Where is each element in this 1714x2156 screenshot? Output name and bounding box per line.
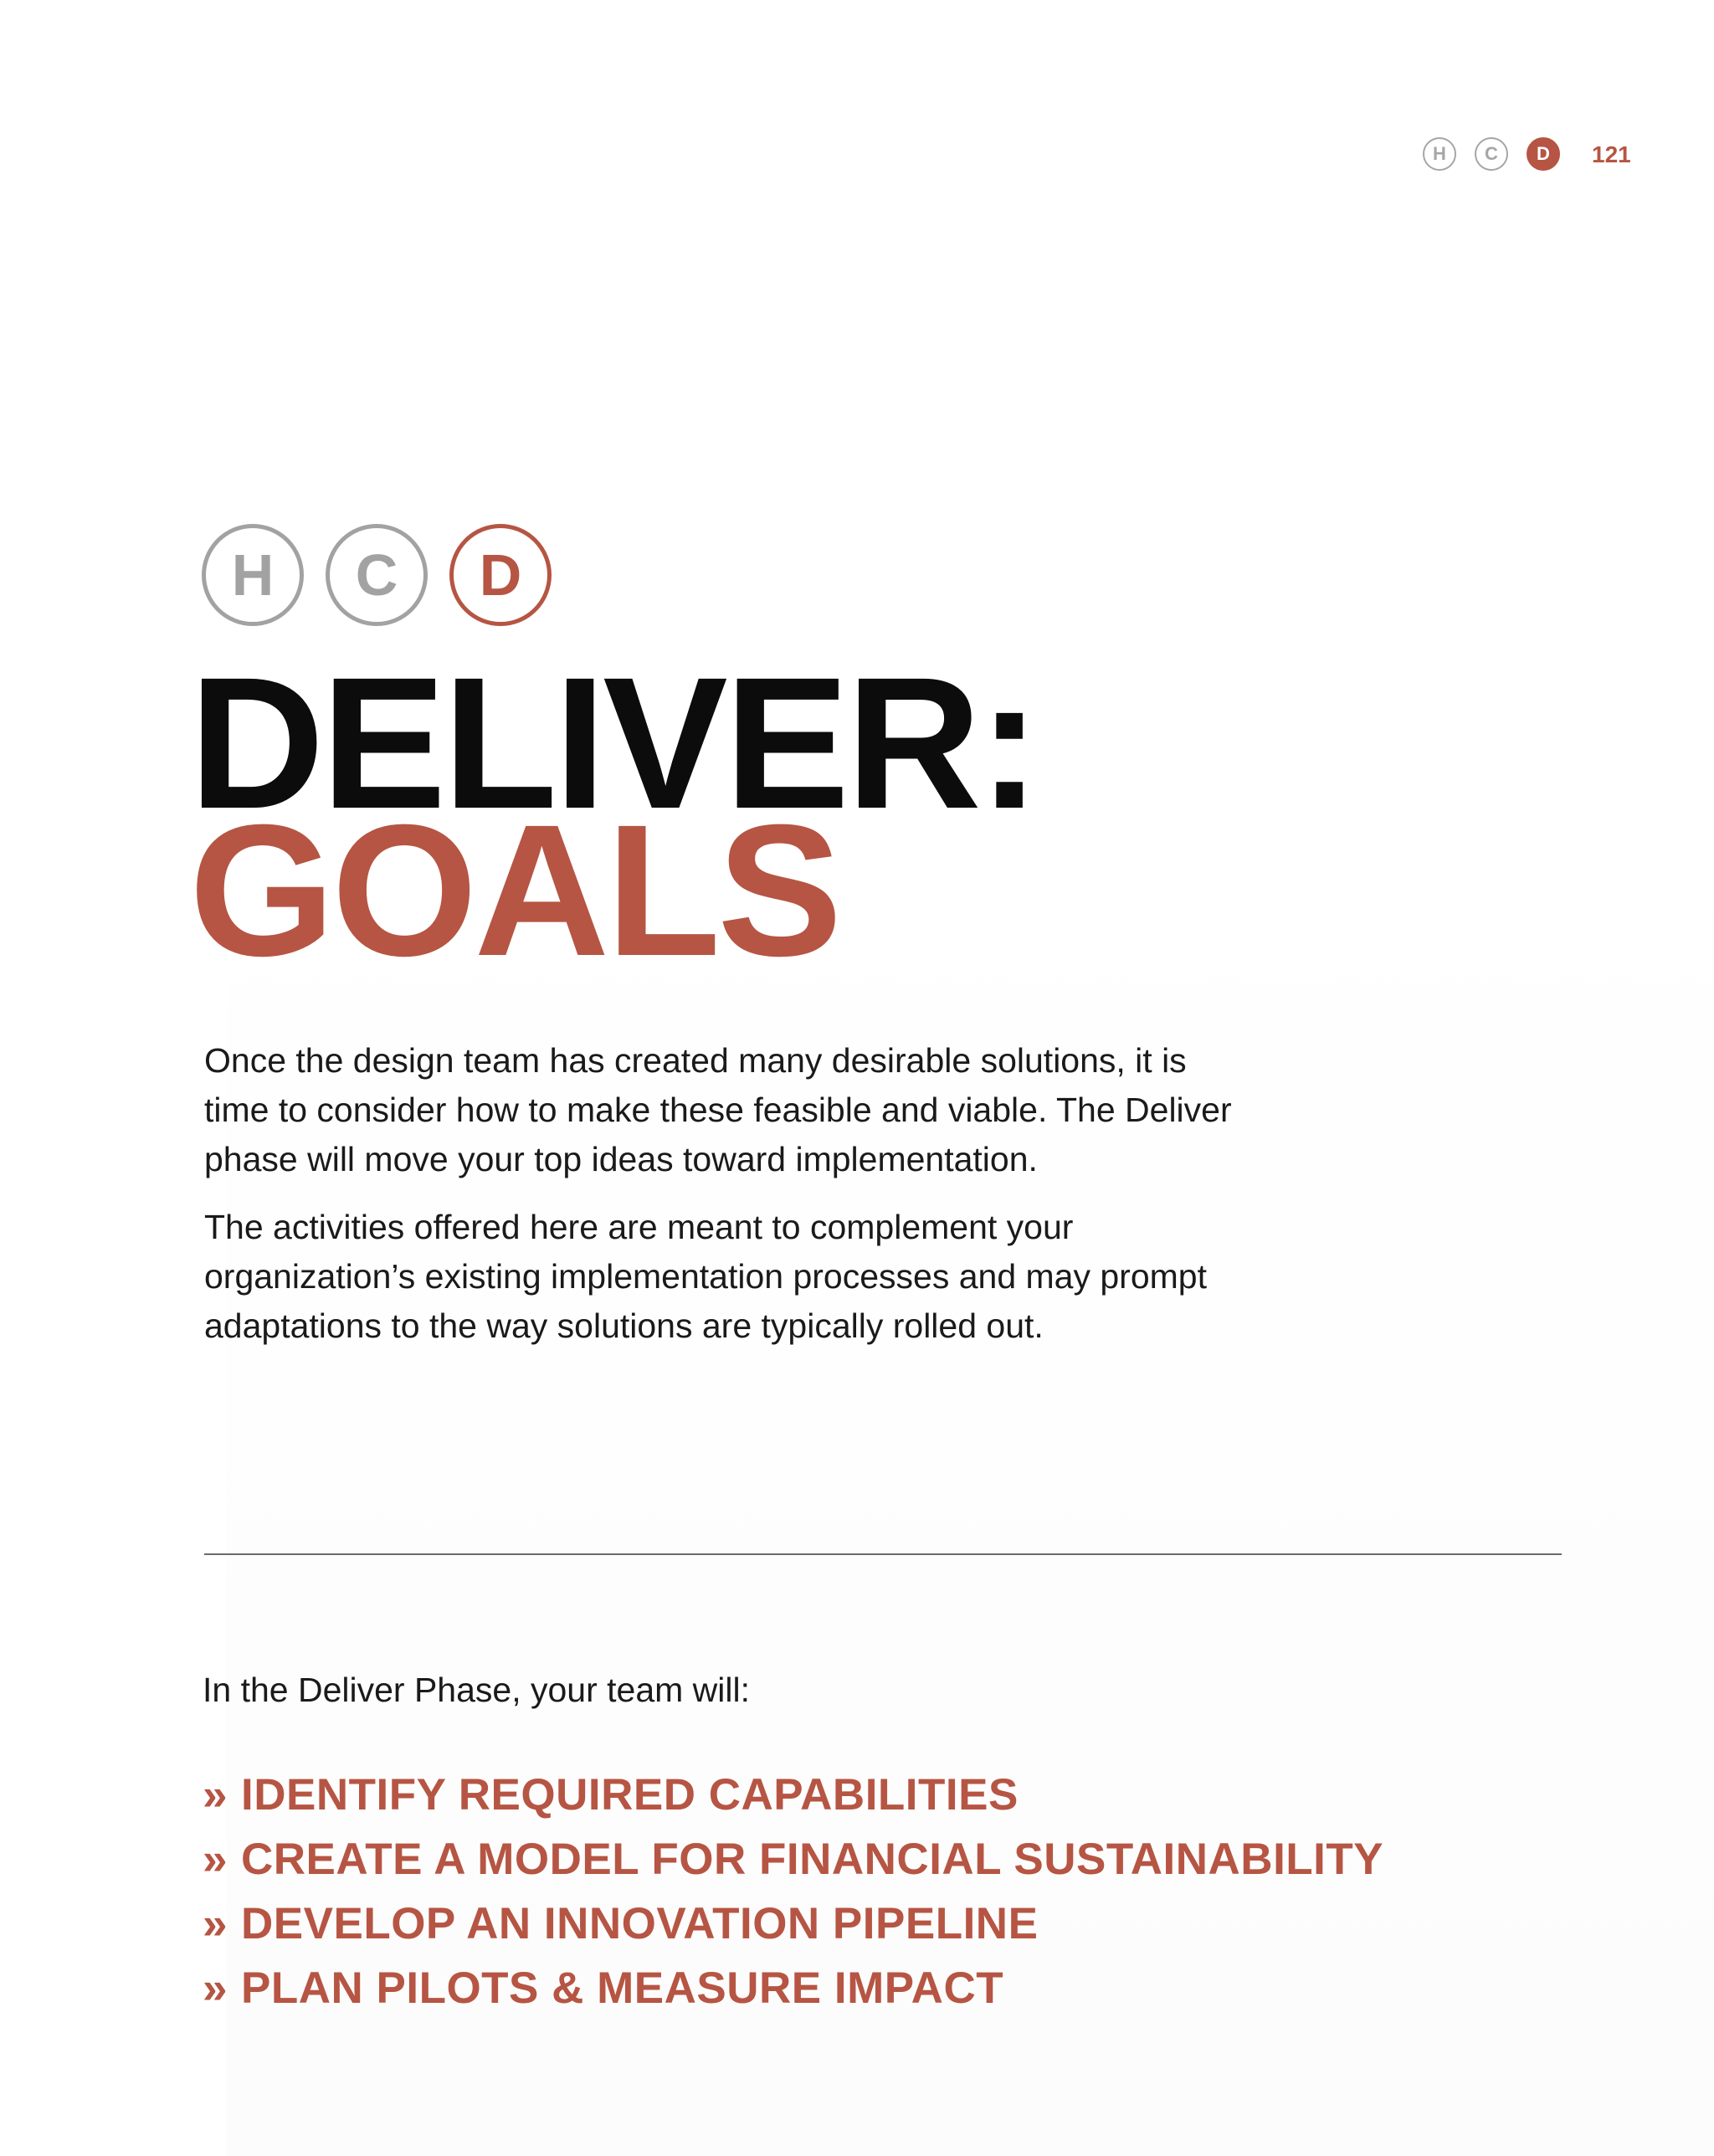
page-title bbox=[189, 639, 1038, 995]
phase-badge-d-icon: D bbox=[449, 524, 552, 626]
intro-paragraph-1: Once the design team has created many desirable solutions, it is time to consider how to make these feasible and viable. The Deliver phase will move your top ideas toward implementation. bbox=[204, 1041, 1232, 1178]
title-line-deliver: DELIVER: bbox=[189, 639, 1038, 848]
goal-item bbox=[203, 1956, 1383, 2020]
page-number: 121 bbox=[1592, 141, 1631, 167]
intro-paragraph-2: The activities offered here are meant to complement your organization’s existing implementation processes and may prompt adaptations to the way solutions are typically rolled out. bbox=[204, 1208, 1207, 1345]
intro-text bbox=[204, 1036, 1234, 1369]
goal-text: PLAN PILOTS & MEASURE IMPACT bbox=[241, 1964, 1004, 2013]
phase-tracker bbox=[1423, 137, 1682, 174]
title-line-goals: GOALS bbox=[189, 786, 839, 995]
goal-text: CREATE A MODEL FOR FINANCIAL SUSTAINABILITY bbox=[241, 1835, 1384, 1884]
phase-h-icon: H bbox=[1423, 137, 1456, 171]
phase-badges bbox=[202, 524, 553, 628]
goals-list bbox=[203, 1763, 1383, 2020]
phase-c-icon: C bbox=[1475, 137, 1508, 171]
goal-item bbox=[203, 1892, 1383, 1956]
chevron-right-icon: » bbox=[203, 1899, 228, 1948]
chevron-right-icon: » bbox=[203, 1964, 228, 2013]
phase-badge-h-icon: H bbox=[202, 524, 304, 626]
chevron-right-icon: » bbox=[203, 1835, 228, 1884]
phase-badge-c-icon: C bbox=[326, 524, 428, 626]
goal-item bbox=[203, 1763, 1383, 1827]
goals-intro: In the Deliver Phase, your team will: bbox=[203, 1671, 750, 1709]
chevron-right-icon: » bbox=[203, 1770, 228, 1820]
phase-d-active-icon: D bbox=[1527, 137, 1560, 171]
section-divider bbox=[204, 1553, 1562, 1555]
goal-text: DEVELOP AN INNOVATION PIPELINE bbox=[241, 1899, 1039, 1948]
goal-item bbox=[203, 1827, 1383, 1892]
goal-text: IDENTIFY REQUIRED CAPABILITIES bbox=[241, 1770, 1019, 1820]
